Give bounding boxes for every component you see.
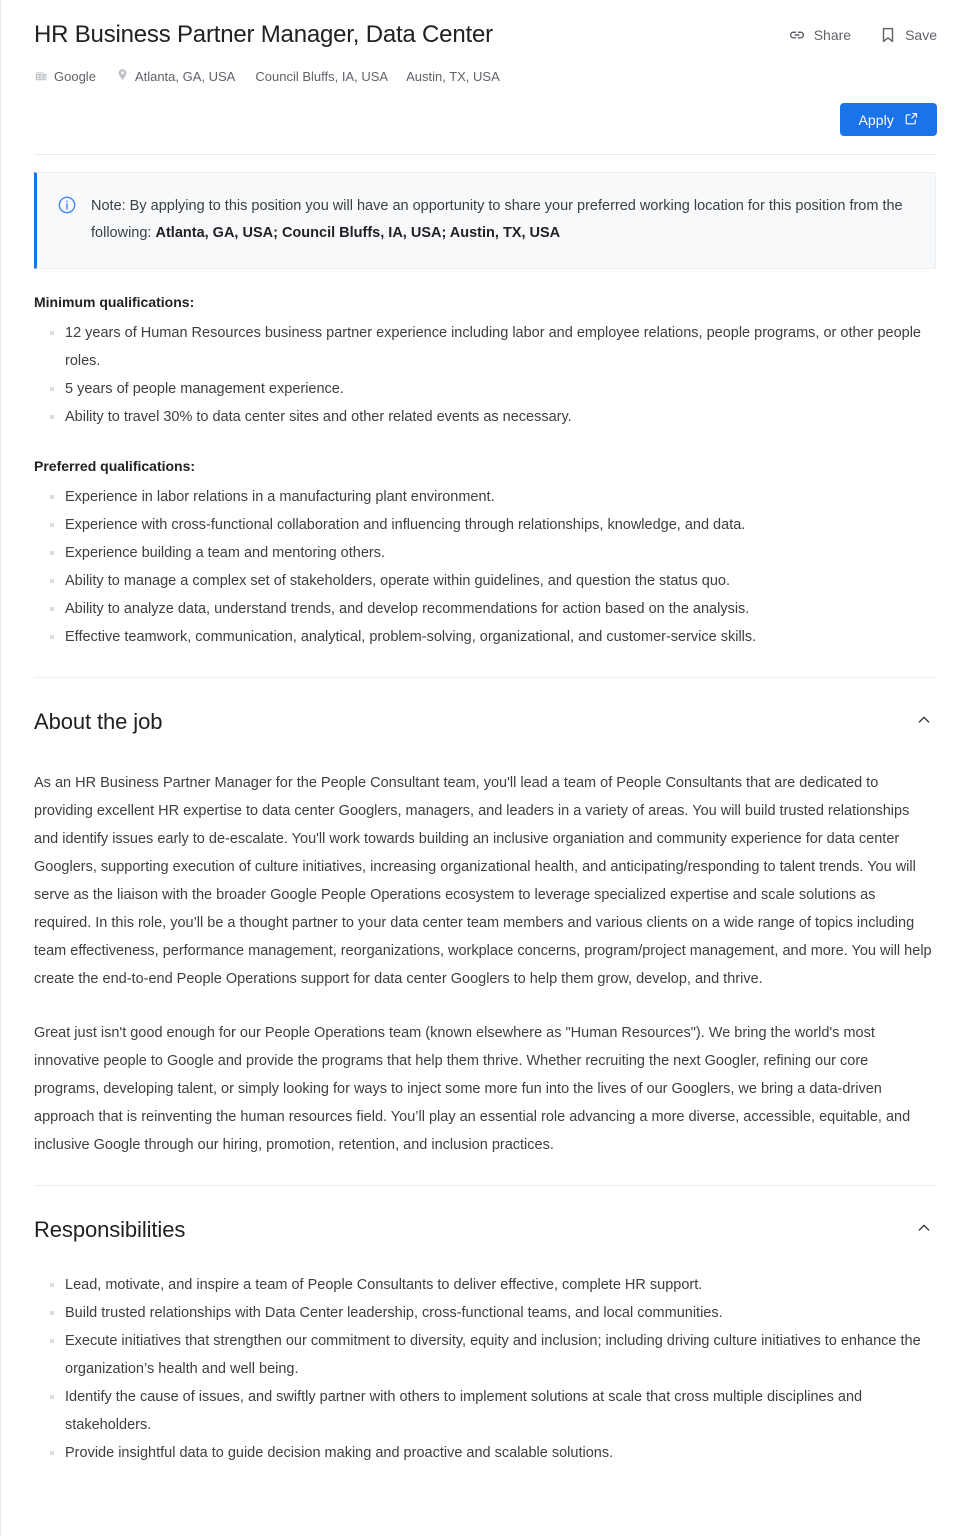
list-item: 12 years of Human Resources business partner experience including labor and employee relations, people programs, or other people roles. [50,319,936,375]
building-icon [34,68,48,85]
responsibilities-list [34,1271,936,1467]
list-item: Experience in labor relations in a manufacturing plant environment. [50,483,936,511]
location-meta-0 [116,67,235,85]
about-the-job-header[interactable] [34,678,936,735]
note-text [91,193,913,247]
location-0: Atlanta, GA, USA [134,68,236,84]
map-pin-icon [116,67,129,85]
list-item: Lead, motivate, and inspire a team of People Consultants to deliver effective, complete HR support. [50,1271,936,1299]
responsibilities-header[interactable] [34,1186,936,1243]
save-label: Save [905,27,937,43]
responsibilities-collapse-button[interactable] [912,1216,936,1243]
preferred-location-note [34,172,936,269]
list-item: Execute initiatives that strengthen our commitment to diversity, equity and inclusion; including driving culture initiatives to enhance the organization’s health and well being. [50,1327,936,1383]
link-icon [788,26,806,44]
apply-row [34,103,937,136]
job-header [1,0,969,136]
apply-label: Apply [858,111,894,128]
responsibilities-section [1,1186,969,1487]
about-paragraph: Great just isn't good enough for our People Operations team (known elsewhere as "Human Resources"). We bring the world's most innovative people to Google and provide the programs that help them thrive. Whether recruiting the next Googler, refining our core programs, developing talent, or simply looking for ways to inject some more fun into the lives of our Googlers, we bring a data-driven approach that is reinventing the human resources field. You’ll play an essential role advancing a more diverse, accessible, equitable, and inclusive Google through our hiring, promotion, retention, and inclusion practices. [34,1025,911,1153]
list-item: 5 years of people management experience. [50,375,936,403]
location-meta-1 [255,69,388,84]
apply-button[interactable] [840,103,937,136]
about-the-job-title: About the job [34,708,163,734]
share-label: Share [813,27,852,43]
list-item: Ability to analyze data, understand trends, and develop recommendations for action based on the analysis. [50,595,936,623]
about-the-job-body [34,735,936,1159]
chevron-up-icon [916,1220,932,1239]
page-title: HR Business Partner Manager, Data Center [34,21,493,48]
note-text-main: Note: By applying to this position you will have an opportunity to share your preferred working location for this position from the following: [91,198,903,241]
responsibilities-body [34,1243,936,1487]
chevron-up-icon [916,712,932,731]
company-name: Google [54,68,96,84]
list-item: Build trusted relationships with Data Center leadership, cross-functional teams, and local communities. [50,1299,936,1327]
info-icon [57,195,77,220]
note-wrap [1,155,969,269]
location-2: Austin, TX, USA [406,68,500,84]
external-link-icon [904,111,919,129]
share-button[interactable] [788,24,851,46]
about-paragraph: As an HR Business Partner Manager for the People Consultant team, you'll lead a team of People Consultants that are dedicated to providing excellent HR expertise to data center Googlers, managers, and leaders in a variety of areas. You will build trusted relationships and identify issues early to de-escalate. You'll work towards building an inclusive organiation and community experience for data center Googlers, supporting execution of culture initiatives, increasing organizational health, and anticipating/responding to talent trends. You will serve as the liaison with the broader Google People Operations ecosystem to leverage specialized expertise and scale solutions as required. In this role, you’ll be a thought partner to your data center team members and various clients on a wide range of topics including team effectiveness, performance management, reorganizations, workplace concerns, program/project management, and more. You will help create the end-to-end People Operations support for data center Googlers to help them grow, develop, and thrive. [34,775,932,987]
list-item: Effective teamwork, communication, analytical, problem-solving, organizational, and customer-service skills. [50,623,936,651]
preferred-qualifications-list [34,483,936,651]
list-item: Provide insightful data to guide decision making and proactive and scalable solutions. [50,1439,936,1467]
minimum-qualifications-list [34,319,936,431]
list-item: Ability to manage a complex set of stakeholders, operate within guidelines, and question the status quo. [50,567,936,595]
minimum-qualifications-heading: Minimum qualifications: [34,294,195,310]
location-meta-2 [406,69,500,84]
responsibilities-title: Responsibilities [34,1216,186,1242]
about-the-job-collapse-button[interactable] [912,708,936,735]
note-text-locations: Atlanta, GA, USA; Council Bluffs, IA, USA; Austin, TX, USA [155,225,561,241]
qualifications-block [1,269,969,651]
save-button[interactable] [879,24,937,46]
header-actions [788,18,937,46]
company-meta [34,68,96,85]
job-meta [34,67,937,85]
list-item: Identify the cause of issues, and swiftly partner with others to implement solutions at scale that cross multiple disciplines and stakeholders. [50,1383,936,1439]
list-item: Ability to travel 30% to data center sites and other related events as necessary. [50,403,936,431]
title-row [34,18,937,50]
bookmark-icon [879,26,897,44]
preferred-qualifications-heading: Preferred qualifications: [34,458,196,474]
list-item: Experience building a team and mentoring others. [50,539,936,567]
location-1: Council Bluffs, IA, USA [255,68,389,84]
list-item: Experience with cross-functional collaboration and influencing through relationships, knowledge, and data. [50,511,936,539]
about-the-job-section [1,678,969,1159]
